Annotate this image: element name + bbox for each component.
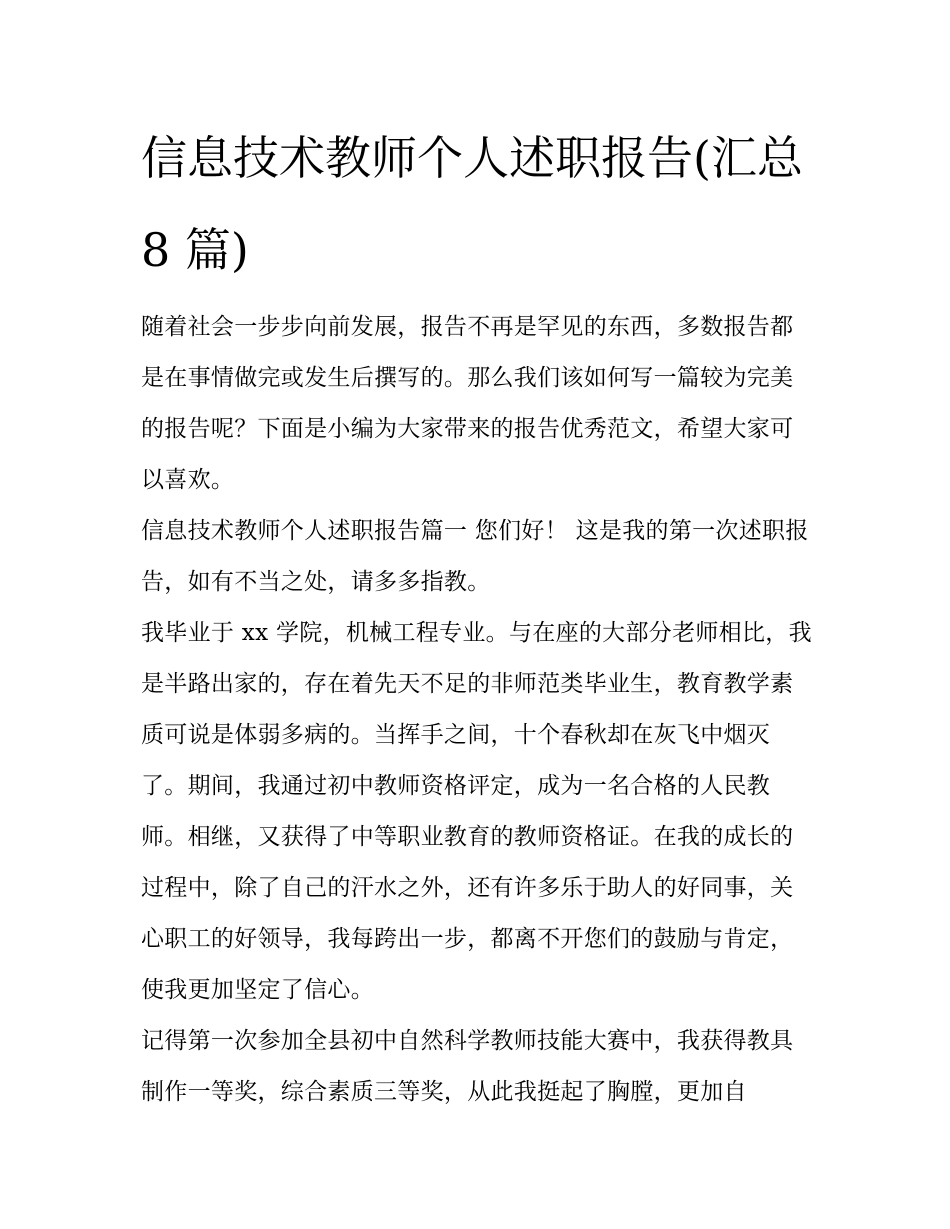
document-page: [141, 112, 813, 1118]
paragraph-intro: 随着社会一步步向前发展，报告不再是罕见的东西，多数报告都是在事情做完或发生后撰写的。那么我们该如何写一篇较为完美的报告呢？下面是小编为大家带来的报告优秀范文，希望大家可以喜欢。: [141, 314, 794, 493]
paragraph-greeting: 信息技术教师个人述职报告篇一 您们好！ 这是我的第一次述职报告，如有不当之处，请多多指教。: [141, 518, 809, 595]
paragraph-background: 我毕业于 xx 学院，机械工程专业。与在座的大部分老师相比，我是半路出家的，存在着先天不足的非师范类毕业生，教育教学素质可说是体弱多病的。当挥手之间，十个春秋却在灰飞中烟灭了。期间，我通过初中教师资格评定，成为一名合格的人民教师。相继，又获得了中等职业教育的教师资格证。在我的成长的过程中，除了自己的汗水之外，还有许多乐于助人的好同事，关心职工的好领导，我每跨出一步，都离不开您们的鼓励与肯定，使我更加坚定了信心。: [141, 620, 812, 1003]
paragraph-competition: 记得第一次参加全县初中自然科学教师技能大赛中，我获得教具制作一等奖，综合素质三等奖，从此我挺起了胸膛，更加自: [141, 1028, 794, 1105]
document-title: 信息技术教师个人述职报告(汇总 8 篇): [141, 131, 803, 277]
